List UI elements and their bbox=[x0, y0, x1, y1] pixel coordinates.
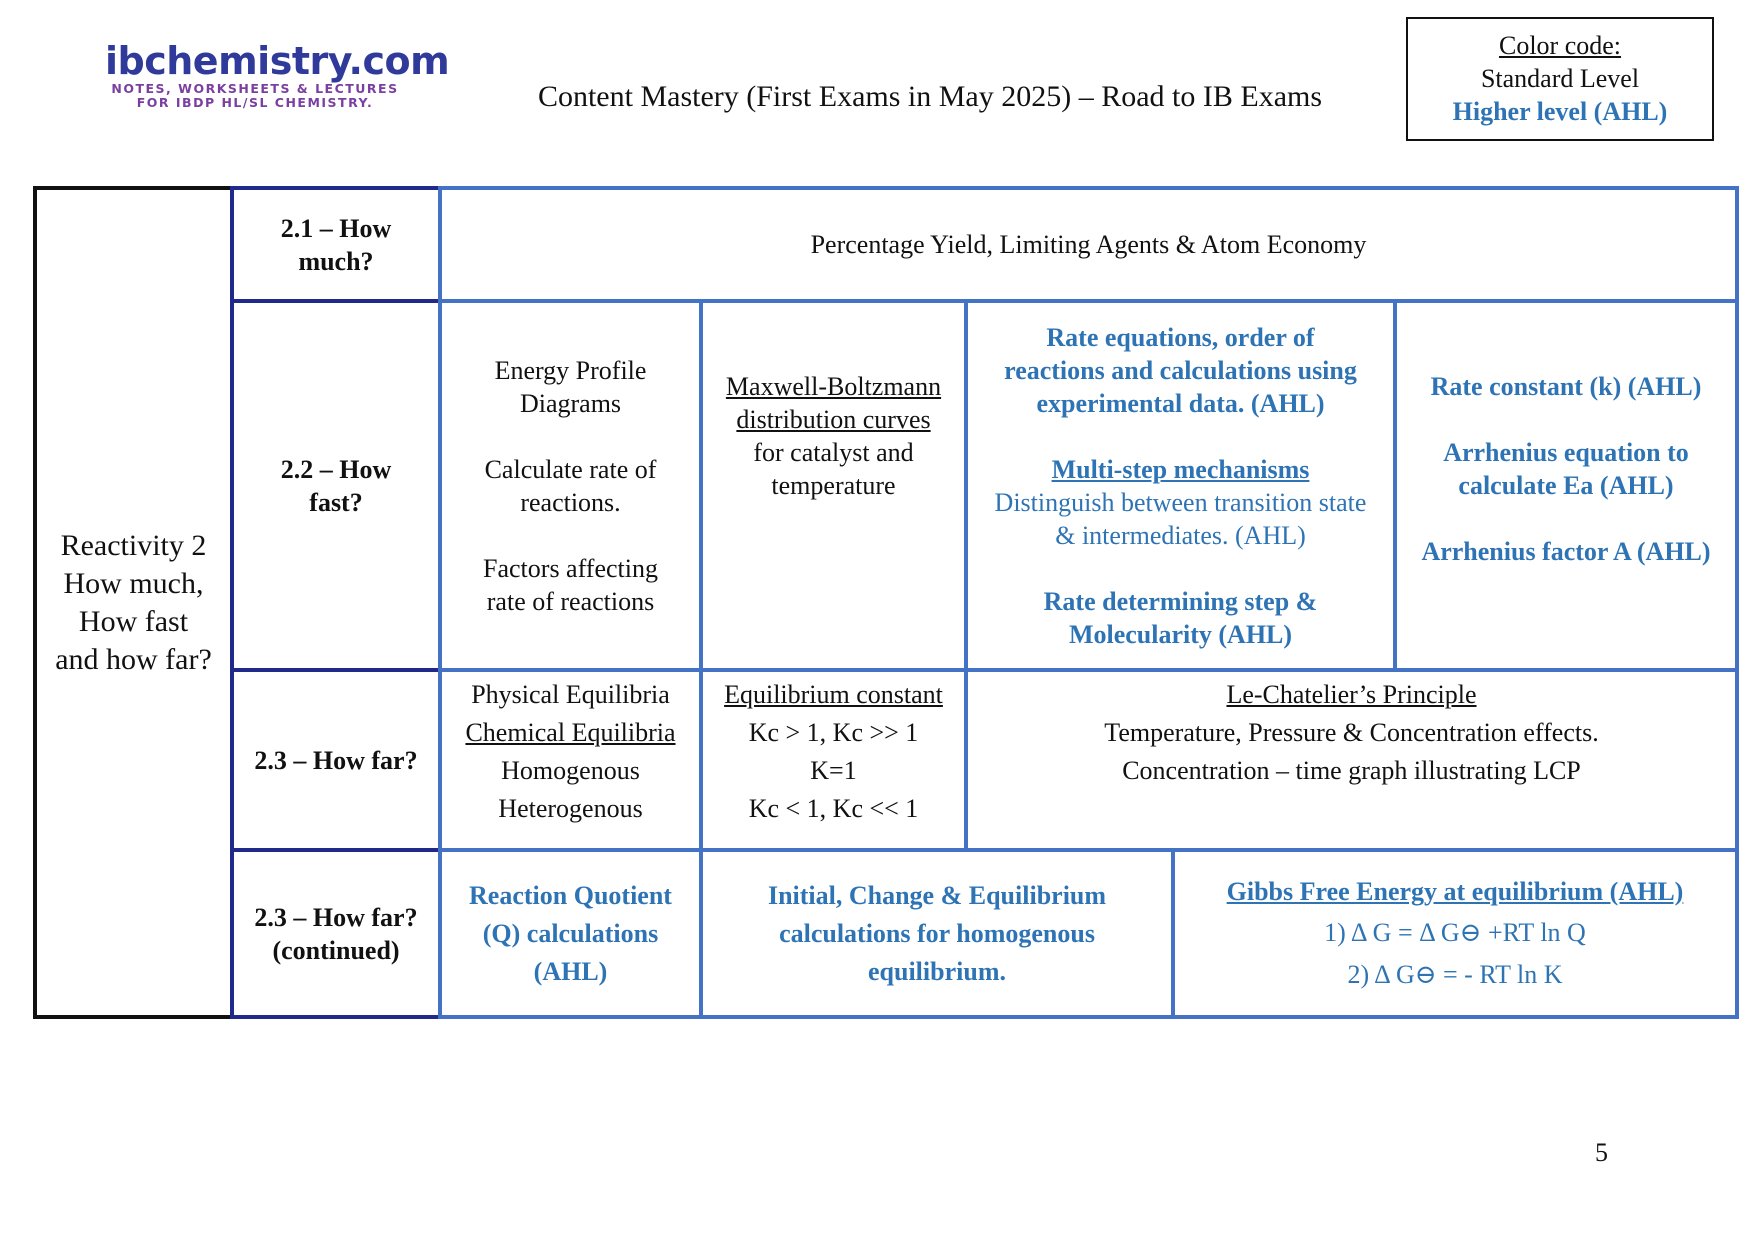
row3-cell2 bbox=[699, 668, 968, 852]
row2-c1-line4: reactions. bbox=[520, 487, 621, 517]
row3-c1-line2: Chemical Equilibria bbox=[465, 718, 676, 747]
document-title: Content Mastery (First Exams in May 2025) – Road to IB Exams bbox=[537, 80, 1323, 113]
color-code-higher: Higher level (AHL) bbox=[1452, 97, 1668, 126]
row2-cell4 bbox=[1393, 299, 1739, 672]
topic-line3: and how far? bbox=[55, 642, 212, 676]
logo-main-text: ibchemistry.com bbox=[105, 39, 450, 83]
color-code-title: Color code: bbox=[1498, 31, 1622, 60]
row4-c2-line1: Initial, Change & Equilibrium bbox=[767, 880, 1107, 910]
row2-c3-line6: & intermediates. (AHL) bbox=[1055, 520, 1306, 550]
row4-c1-line1: Reaction Quotient bbox=[469, 880, 672, 910]
section-2-3c-line2: (continued) bbox=[272, 935, 400, 965]
row4-c2-line3: equilibrium. bbox=[868, 956, 1006, 986]
row2-c3-line7: Rate determining step & bbox=[1043, 586, 1318, 616]
logo-subtitle-line1: NOTES, WORKSHEETS & LECTURES bbox=[111, 81, 399, 96]
row4-c1-line2: (Q) calculations bbox=[482, 918, 659, 948]
section-2-3-label: 2.3 – How far? bbox=[254, 745, 418, 775]
row4-cell3 bbox=[1171, 848, 1739, 1019]
row2-c3-line1: Rate equations, order of bbox=[1046, 322, 1315, 352]
row2-c2-line4: temperature bbox=[771, 471, 896, 500]
row2-cell1 bbox=[438, 299, 703, 672]
row3-c2-line4: Kc < 1, Kc << 1 bbox=[748, 794, 919, 823]
row2-c1-line1: Energy Profile bbox=[494, 355, 647, 385]
section-2-3 bbox=[230, 668, 442, 852]
row3-c1-line3: Homogenous bbox=[501, 756, 640, 785]
section-2-1 bbox=[230, 186, 442, 303]
section-2-3-continued bbox=[230, 848, 442, 1019]
row2-c1-line6: rate of reactions bbox=[486, 586, 655, 616]
row4-c2-line2: calculations for homogenous bbox=[779, 918, 1095, 948]
topic-line2: How fast bbox=[78, 604, 189, 638]
row3-c1-line4: Heterogenous bbox=[498, 794, 643, 823]
row3-c2-line3: K=1 bbox=[810, 756, 857, 785]
row3-c2-line2: Kc > 1, Kc >> 1 bbox=[748, 718, 919, 747]
row2-c2-line1: Maxwell-Boltzmann bbox=[725, 372, 942, 401]
row2-c1-line5: Factors affecting bbox=[483, 553, 658, 583]
row4-c3-equation2: 2) Δ G⊖ = - RT ln K bbox=[1347, 959, 1563, 989]
section-2-1-line1: 2.1 – How bbox=[280, 213, 392, 243]
row2-c1-line2: Diagrams bbox=[519, 388, 622, 418]
row2-c4-line3: calculate Ea (AHL) bbox=[1458, 471, 1674, 500]
section-2-2-line2: fast? bbox=[309, 487, 363, 517]
row4-c1-line3: (AHL) bbox=[533, 956, 608, 986]
color-code-standard: Standard Level bbox=[1480, 64, 1640, 93]
topic-cell bbox=[33, 186, 234, 1019]
row2-c3-line3: experimental data. (AHL) bbox=[1036, 388, 1325, 418]
section-2-1-line2: much? bbox=[298, 246, 374, 276]
row4-c3-line1: Gibbs Free Energy at equilibrium (AHL) bbox=[1226, 876, 1684, 906]
row1-content-cell bbox=[438, 186, 1739, 303]
row2-cell3 bbox=[964, 299, 1397, 672]
site-logo bbox=[105, 39, 450, 110]
color-code-legend bbox=[1406, 17, 1714, 141]
row2-c3-line2: reactions and calculations using bbox=[1004, 355, 1357, 385]
topic-line1: How much, bbox=[63, 566, 204, 600]
row2-c2-line3: for catalyst and bbox=[753, 438, 914, 467]
row3-c2-line1: Equilibrium constant bbox=[724, 680, 943, 709]
page-number: 5 bbox=[1595, 1138, 1608, 1167]
row2-c3-line4: Multi-step mechanisms bbox=[1051, 454, 1310, 484]
section-2-2-line1: 2.2 – How bbox=[280, 454, 392, 484]
row3-c3-line1: Le-Chatelier’s Principle bbox=[1226, 680, 1477, 709]
row2-c4-line4: Arrhenius factor A (AHL) bbox=[1421, 537, 1711, 566]
topic-title: Reactivity 2 bbox=[60, 528, 207, 562]
row2-c2-line2: distribution curves bbox=[736, 405, 931, 434]
row3-cell1 bbox=[438, 668, 703, 852]
row2-cell2 bbox=[699, 299, 968, 672]
row2-c4-line2: Arrhenius equation to bbox=[1443, 438, 1689, 467]
section-2-2 bbox=[230, 299, 442, 672]
row1-content: Percentage Yield, Limiting Agents & Atom Economy bbox=[810, 230, 1367, 259]
row2-c1-line3: Calculate rate of bbox=[484, 454, 657, 484]
row3-c1-line1: Physical Equilibria bbox=[471, 680, 670, 709]
row4-cell1 bbox=[438, 848, 703, 1019]
row4-cell2 bbox=[699, 848, 1175, 1019]
row2-c3-line8: Molecularity (AHL) bbox=[1068, 619, 1293, 649]
row4-c3-equation1: 1) Δ G = Δ G⊖ +RT ln Q bbox=[1324, 917, 1586, 947]
section-2-3c-line1: 2.3 – How far? bbox=[254, 902, 418, 932]
row3-cell3 bbox=[964, 668, 1739, 852]
row3-c3-line3: Concentration – time graph illustrating LCP bbox=[1122, 756, 1581, 785]
row2-c4-line1: Rate constant (k) (AHL) bbox=[1430, 372, 1702, 401]
row3-c3-line2: Temperature, Pressure & Concentration effects. bbox=[1104, 718, 1599, 747]
row2-c3-line5: Distinguish between transition state bbox=[994, 487, 1367, 517]
logo-subtitle-line2: FOR IBDP HL/SL CHEMISTRY. bbox=[136, 95, 374, 110]
